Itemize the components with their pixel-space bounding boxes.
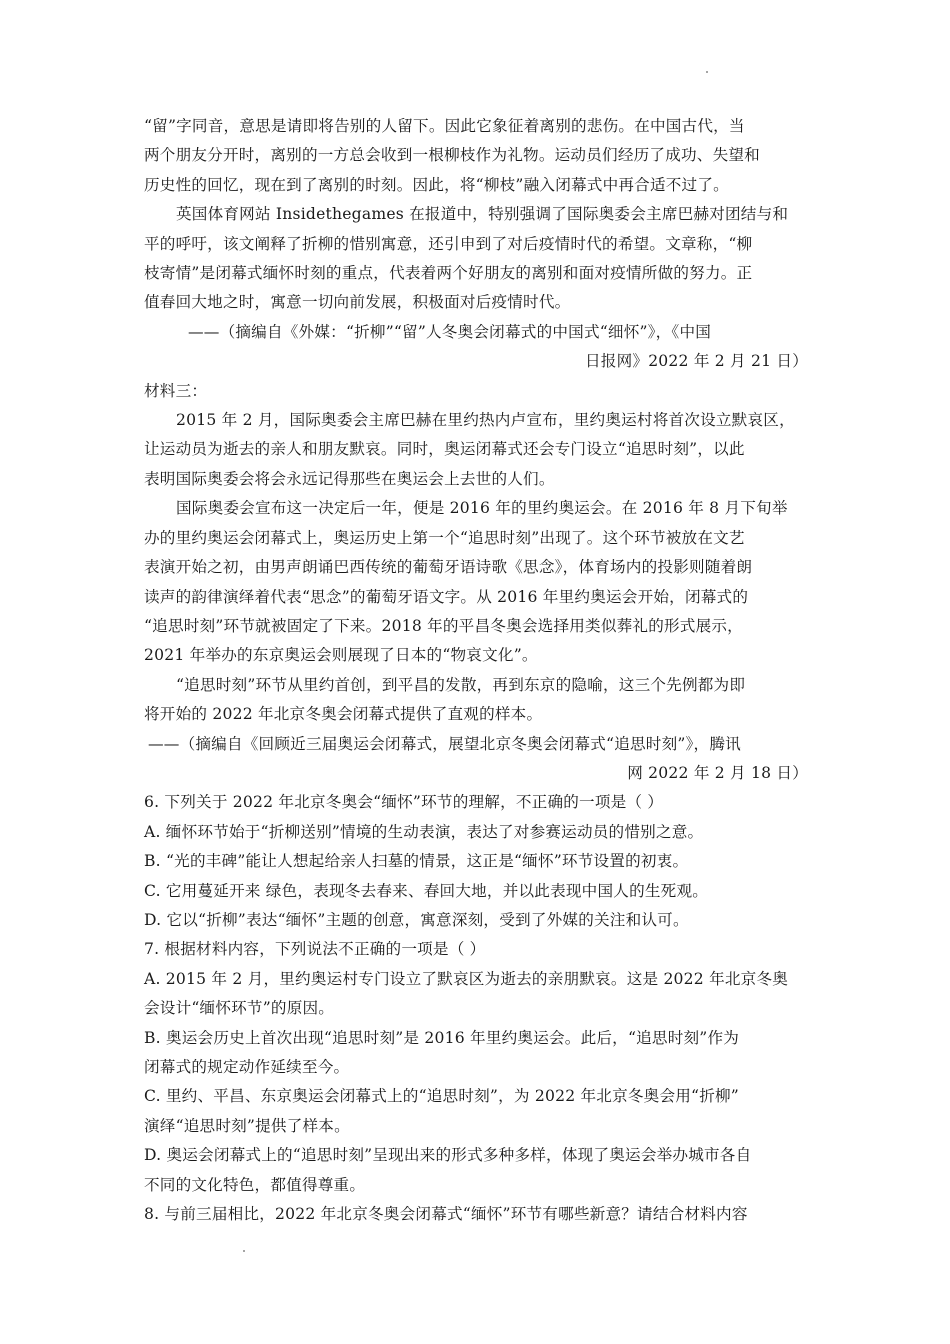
material2-para2 bbox=[144, 200, 808, 318]
text-line: 英国体育网站 Insidethegames 在报道中，特别强调了国际奥委会主席巴赫对团结与和 bbox=[176, 205, 789, 224]
question-option-a: A. 2015 年 2 月，里约奥运村专门设立了默哀区为逝去的亲朋默哀。这是 2022 年北京冬奥 bbox=[144, 969, 789, 988]
question-option-d: D. 奥运会闭幕式上的“追思时刻”呈现出来的形式多种多样，体现了奥运会举办城市各自 bbox=[144, 1146, 752, 1165]
question-option-d-cont: 不同的文化特色，都值得尊重。 bbox=[144, 1175, 366, 1194]
question-option-c-cont: 演绎“追思时刻”提供了样本。 bbox=[144, 1116, 350, 1135]
material2-para1 bbox=[144, 112, 808, 200]
material3-source bbox=[144, 730, 808, 789]
text-line: 表明国际奥委会将会永远记得那些在奥运会上去世的人们。 bbox=[144, 469, 555, 488]
question-option-c: C. 它用蔓延开来 绿色，表现冬去春来、春回大地，并以此表现中国人的生死观。 bbox=[144, 881, 709, 900]
question-option-a-cont: 会设计“缅怀环节”的原因。 bbox=[144, 999, 335, 1018]
material3-para3 bbox=[144, 671, 808, 730]
text-line: 两个朋友分开时，离别的一方总会收到一根柳枝作为礼物。运动员们经历了成功、失望和 bbox=[144, 146, 760, 165]
text-line: 2021 年举办的东京奥运会则展现了日本的“物哀文化”。 bbox=[144, 646, 538, 665]
question-option-b-cont: 闭幕式的规定动作延续至今。 bbox=[144, 1058, 350, 1076]
material2-source bbox=[144, 318, 808, 377]
source-line: 网 2022 年 2 月 18 日） bbox=[627, 763, 808, 782]
text-line: “追思时刻”环节就被固定了下来。2018 年的平昌冬奥会选择用类似葬礼的形式展示， bbox=[144, 616, 743, 635]
document-body bbox=[144, 112, 808, 1229]
text-line: 表演开始之初，由男声朗诵巴西传统的葡萄牙语诗歌《思念》，体育场内的投影则随着朗 bbox=[144, 558, 753, 577]
text-line: 办的里约奥运会闭幕式上，奥运历史上第一个“追思时刻”出现了。这个环节被放在文艺 bbox=[144, 528, 745, 547]
text-line: 平的呼吁，该文阐释了折柳的惜别寓意，还引申到了对后疫情时代的希望。文章称，“柳 bbox=[144, 234, 753, 253]
text-line: 将开始的 2022 年北京冬奥会闭幕式提供了直观的样本。 bbox=[144, 705, 543, 724]
question-option-c: C. 里约、平昌、东京奥运会闭幕式上的“追思时刻”，为 2022 年北京冬奥会用“折柳” bbox=[144, 1087, 739, 1106]
source-line: 日报网》2022 年 2 月 21 日） bbox=[585, 352, 808, 371]
question-6 bbox=[144, 788, 808, 935]
text-line: 读声的韵律演绎着代表“思念”的葡萄牙语文字。从 2016 年里约奥运会开始，闭幕式的 bbox=[144, 587, 749, 606]
text-line: 枝寄情”是闭幕式缅怀时刻的重点，代表着两个好朋友的离别和面对疫情所做的努力。正 bbox=[144, 264, 753, 283]
question-option-a: A. 缅怀环节始于“折柳送别”情境的生动表演，表达了对参赛运动员的惜别之意。 bbox=[144, 822, 704, 841]
text-line: 让运动员为逝去的亲人和朋友默哀。同时，奥运闭幕式还会专门设立“追思时刻”，以此 bbox=[144, 440, 745, 459]
material3-para2 bbox=[144, 494, 808, 670]
text-line: 历史性的回忆，现在到了离别的时刻。因此，将“柳枝”融入闭幕式中再合适不过了。 bbox=[144, 175, 729, 194]
source-line: ——（摘编自《回顾近三届奥运会闭幕式，展望北京冬奥会闭幕式“追思时刻”》，腾讯 bbox=[148, 734, 741, 753]
page-mark-top bbox=[706, 71, 708, 73]
source-line: ——（摘编自《外媒：“折柳”“留”人冬奥会闭幕式的中国式“细怀”》，《中国 bbox=[188, 322, 712, 341]
question-option-b: B. “光的丰碑”能让人想起给亲人扫墓的情景，这正是“缅怀”环节设置的初衷。 bbox=[144, 852, 689, 871]
text-line: “追思时刻”环节从里约首创，到平昌的发散，再到东京的隐喻，这三个先例都为即 bbox=[176, 675, 746, 694]
question-stem: 6. 下列关于 2022 年北京冬奥会“缅怀”环节的理解，不正确的一项是（ ） bbox=[144, 793, 664, 812]
material3-para1 bbox=[144, 406, 808, 494]
question-option-b: B. 奥运会历史上首次出现“追思时刻”是 2016 年里约奥运会。此后，“追思时刻”作为 bbox=[144, 1028, 740, 1047]
question-stem: 7. 根据材料内容，下列说法不正确的一项是（ ） bbox=[144, 940, 486, 959]
question-7 bbox=[144, 935, 808, 1200]
question-8 bbox=[144, 1200, 808, 1229]
text-line: 国际奥委会宣布这一决定后一年，便是 2016 年的里约奥运会。在 2016 年 8 月下旬举 bbox=[176, 499, 788, 518]
text-line: 2015 年 2 月，国际奥委会主席巴赫在里约热内卢宣布，里约奥运村将首次设立默哀区， bbox=[176, 411, 795, 430]
question-option-d: D. 它以“折柳”表达“缅怀”主题的创意，寓意深刻，受到了外媒的关注和认可。 bbox=[144, 910, 689, 929]
text-line: “留”字同音，意思是请即将告别的人留下。因此它象征着离别的悲伤。在中国古代，当 bbox=[144, 117, 745, 135]
question-stem: 8. 与前三届相比，2022 年北京冬奥会闭幕式“缅怀”环节有哪些新意？请结合材料内容 bbox=[144, 1205, 748, 1224]
material3-heading: 材料三： bbox=[144, 381, 208, 400]
text-line: 值春回大地之时，寓意一切向前发展，积极面对后疫情时代。 bbox=[144, 293, 571, 312]
page-mark-bottom bbox=[243, 1250, 245, 1252]
